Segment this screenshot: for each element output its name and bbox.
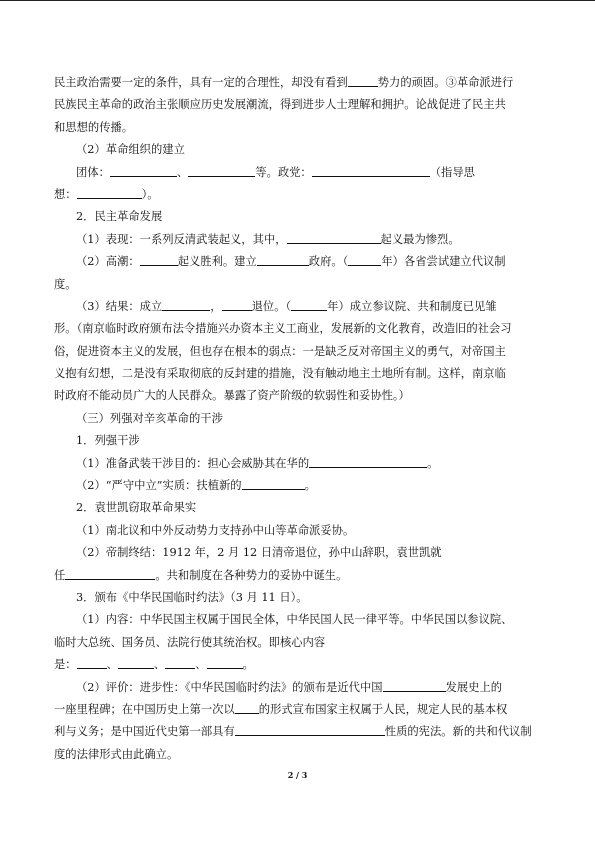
text-line: 是： 、 、 、 。 — [54, 654, 542, 676]
text-line: （1）准备武装干涉目的：担心会威胁其在华的 。 — [54, 453, 542, 475]
text-line: 度。 — [54, 277, 77, 291]
answer-blank[interactable] — [118, 655, 154, 669]
answer-blank[interactable] — [242, 476, 305, 490]
text-line: 俗，促进资本主义的发展，但也存在根本的弱点：一是缺乏反对帝国主义的勇气，对帝国主 — [54, 344, 506, 358]
text-line: 时政府不能动员广大的人民群众。暴露了资产阶级的软弱性和妥协性。） — [54, 389, 410, 403]
text-line: 团体： 、 等。政党： （指导思 — [54, 162, 542, 184]
answer-blank[interactable] — [235, 700, 259, 714]
section-heading: （三）列强对辛亥革命的干涉 — [76, 411, 223, 425]
text-line: 义抱有幻想，二是没有采取彻底的反封建的措施，没有触动地主土地所有制。这样，南京临 — [54, 367, 506, 381]
answer-blank[interactable] — [140, 252, 178, 266]
section-heading: 1．列强干涉 — [76, 434, 140, 448]
answer-blank[interactable] — [77, 185, 142, 199]
answer-blank[interactable] — [309, 454, 427, 468]
answer-blank[interactable] — [77, 655, 107, 669]
text-line: 民主政治需要一定的条件，具有一定的合理性，却没有看到 势力的顽固。③革命派进行 — [54, 72, 542, 94]
answer-blank[interactable] — [287, 230, 381, 244]
section-heading: 3．颁布《中华民国临时约法》（3 月 11 日）。 — [76, 590, 308, 604]
text-line: 利与义务；是中国近代史第一部具有 性质的宪法。新的共和代议制 — [54, 721, 542, 743]
answer-blank[interactable] — [291, 297, 327, 311]
text-line: 一座里程碑；在中国历史上第一次以 的形式宣布国家主权属于人民，规定人民的基本权 — [54, 699, 542, 721]
answer-blank[interactable] — [348, 252, 381, 266]
header-rule — [0, 0, 595, 1]
answer-blank[interactable] — [383, 678, 446, 692]
text-line: （2）评价：进步性：《中华民国临时约法》的颁布是近代中国 发展史上的 — [54, 677, 542, 699]
text-line: （1）南北议和中外反动势力支持孙中山等革命派妥协。 — [76, 523, 355, 537]
answer-blank[interactable] — [348, 73, 378, 87]
answer-blank[interactable] — [312, 163, 430, 177]
answer-blank[interactable] — [110, 163, 177, 177]
text-line: 临时大总统、国务员、法院行使其统治权。即核心内容 — [54, 635, 326, 649]
text-line: 形。（南京临时政府颁布法令措施兴办资本主义工商业，发展新的文化教育，改造旧的社会习 — [54, 322, 512, 336]
text-line: 想： ）。 — [54, 184, 542, 206]
document-body — [54, 72, 542, 766]
answer-blank[interactable] — [162, 297, 210, 311]
text-line: 度的法律形式由此确立。 — [54, 747, 179, 761]
answer-blank[interactable] — [65, 566, 155, 580]
answer-blank[interactable] — [235, 722, 385, 736]
section-heading: 2．民主革命发展 — [76, 210, 163, 224]
answer-blank[interactable] — [222, 297, 252, 311]
section-heading: 2．袁世凯窃取革命果实 — [76, 501, 197, 515]
text-line: （2）“严守中立”实质：扶植新的 。 — [54, 475, 542, 497]
text-line: （3）结果：成立 ， 退位。（ 年）成立参议院、共和制度已见雏 — [54, 296, 542, 318]
answer-blank[interactable] — [257, 252, 309, 266]
answer-blank[interactable] — [165, 655, 195, 669]
text-line: 民族民主革命的政治主张顺应历史发展潮流，得到进步人士理解和拥护。论战促进了民主共 — [54, 98, 506, 112]
text-line: 任 。共和制度在各种势力的妥协中诞生。 — [54, 565, 542, 587]
text-line: （1）表现：一系列反清武装起义，其中， 起义最为惨烈。 — [54, 229, 542, 251]
text-line: （2）帝制终结：1912 年，2 月 12 日清帝退位，孙中山辞职，袁世凯就 — [76, 546, 442, 560]
text-line: 和思想的传播。 — [54, 120, 134, 134]
text-line: （2）高潮： 起义胜利。建立 政府。（ 年）各省尝试建立代议制 — [54, 251, 542, 273]
page-number: 2 / 3 — [287, 770, 308, 780]
subsection-heading: （2）革命组织的建立 — [76, 143, 185, 157]
text-line: （1）内容：中华民国主权属于国民全体，中华民国人民一律平等。中华民国以参议院、 — [76, 613, 513, 627]
answer-blank[interactable] — [188, 163, 255, 177]
answer-blank[interactable] — [207, 655, 243, 669]
